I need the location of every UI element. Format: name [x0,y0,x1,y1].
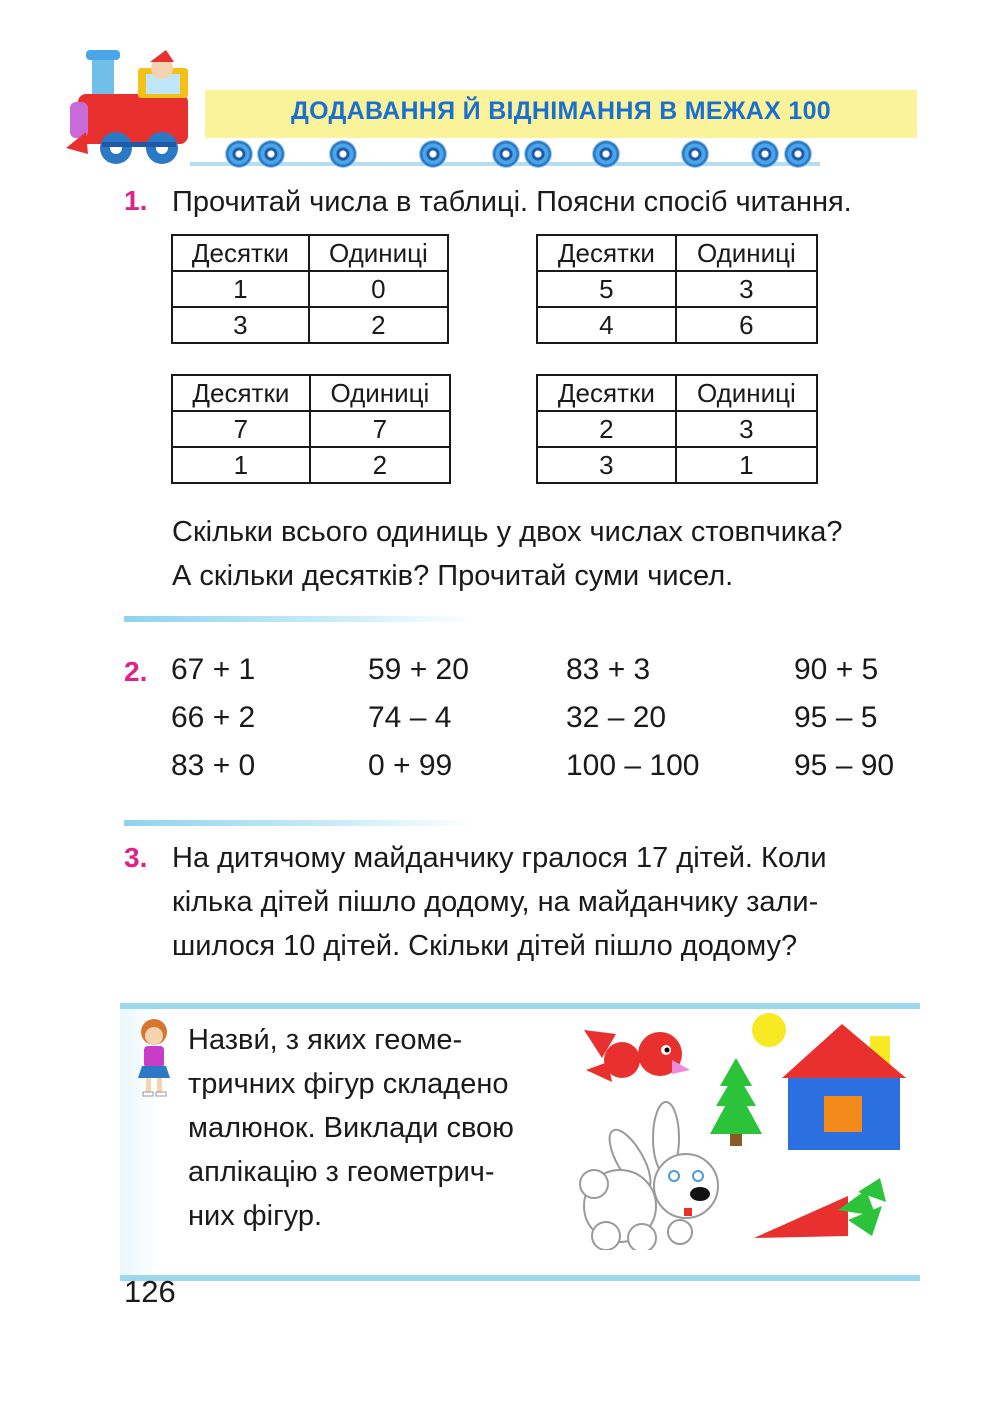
wheel-icon [752,141,778,167]
girl-icon [130,1016,180,1100]
triangle-shape [710,1086,762,1134]
expression: 83 + 3 [566,653,651,686]
box-line: малюнок. Виклади свою [188,1112,514,1144]
wheel-icon [493,141,519,167]
wheel-icon [593,141,619,167]
wheel-icon [258,141,284,167]
page-number: 126 [124,1274,176,1309]
digit-table [536,234,818,344]
task-number: 2. [124,656,148,687]
table-cell: 2 [537,411,676,447]
digit-table [536,374,818,484]
task-text: кілька дітей пішло додому, на майданчику зали- [172,886,819,918]
wheel-icon [525,141,551,167]
table-header: Десятки [537,235,676,271]
table-cell: 3 [172,307,309,343]
table-cell: 7 [172,411,310,447]
wheel-icon [420,141,446,167]
wheel-icon [785,141,811,167]
table-cell: 3 [537,447,676,483]
table-cell: 3 [676,271,817,307]
geometric-shapes-illustration [576,1010,912,1250]
wheel-icon [330,141,356,167]
expression: 95 – 5 [794,701,878,734]
table-header: Одиниці [676,375,817,411]
digit-table [171,234,449,344]
task-question: Скільки всього одиниць у двох числах стовпчика? [172,516,843,548]
separator [124,820,474,826]
train-icon [62,44,212,170]
expression: 83 + 0 [171,749,256,782]
box-line: тричних фігур складено [188,1068,509,1100]
table-header: Десятки [172,375,310,411]
task-number: 1. [124,185,148,216]
separator [124,616,474,622]
expression: 74 – 4 [368,701,452,734]
circle-shape [752,1013,786,1047]
page-title: ДОДАВАННЯ Й ВІДНІМАННЯ В МЕЖАХ 100 [291,97,831,125]
triangle-shape [754,1196,848,1238]
table-header: Одиниці [676,235,817,271]
expression: 90 + 5 [794,653,879,686]
box-text [188,1018,554,1238]
wheel-icon [226,141,252,167]
table-cell: 3 [676,411,817,447]
box-line: аплікацію з геометрич- [188,1156,495,1188]
digit-table [171,374,451,484]
table-cell: 2 [309,307,448,343]
triangle-shape [672,1060,690,1074]
box-line: Назви́, з яких геоме- [188,1024,463,1056]
expression: 67 + 1 [171,653,256,686]
box-line: них фігур. [188,1200,323,1232]
table-cell: 6 [676,307,817,343]
table-cell: 1 [676,447,817,483]
expression: 95 – 90 [794,749,895,782]
table-header: Одиниці [310,375,450,411]
table-cell: 5 [537,271,676,307]
table-header: Одиниці [309,235,448,271]
table-cell: 1 [172,447,310,483]
square-shape [824,1096,862,1132]
expression: 66 + 2 [171,701,256,734]
expression: 100 – 100 [566,749,700,782]
expression: 32 – 20 [566,701,667,734]
task-text: На дитячому майданчику гралося 17 дітей. Коли [172,842,827,874]
table-header: Десятки [172,235,309,271]
table-header: Десятки [537,375,676,411]
expression: 0 + 99 [368,749,453,782]
table-cell: 0 [309,271,448,307]
circle-shape [604,1042,640,1078]
task-question: А скільки десятків? Прочитай суми чисел. [172,560,734,592]
table-cell: 4 [537,307,676,343]
task-number: 3. [124,842,148,873]
expression: 59 + 20 [368,653,469,686]
table-cell: 7 [310,411,450,447]
task-text: шилося 10 дітей. Скільки дітей пішло додому? [172,930,798,962]
table-cell: 2 [310,447,450,483]
table-cell: 1 [172,271,309,307]
circle-shape [580,1170,608,1198]
wheel-icon [682,141,708,167]
task-text: Прочитай числа в таблиці. Поясни спосіб читання. [172,186,852,218]
